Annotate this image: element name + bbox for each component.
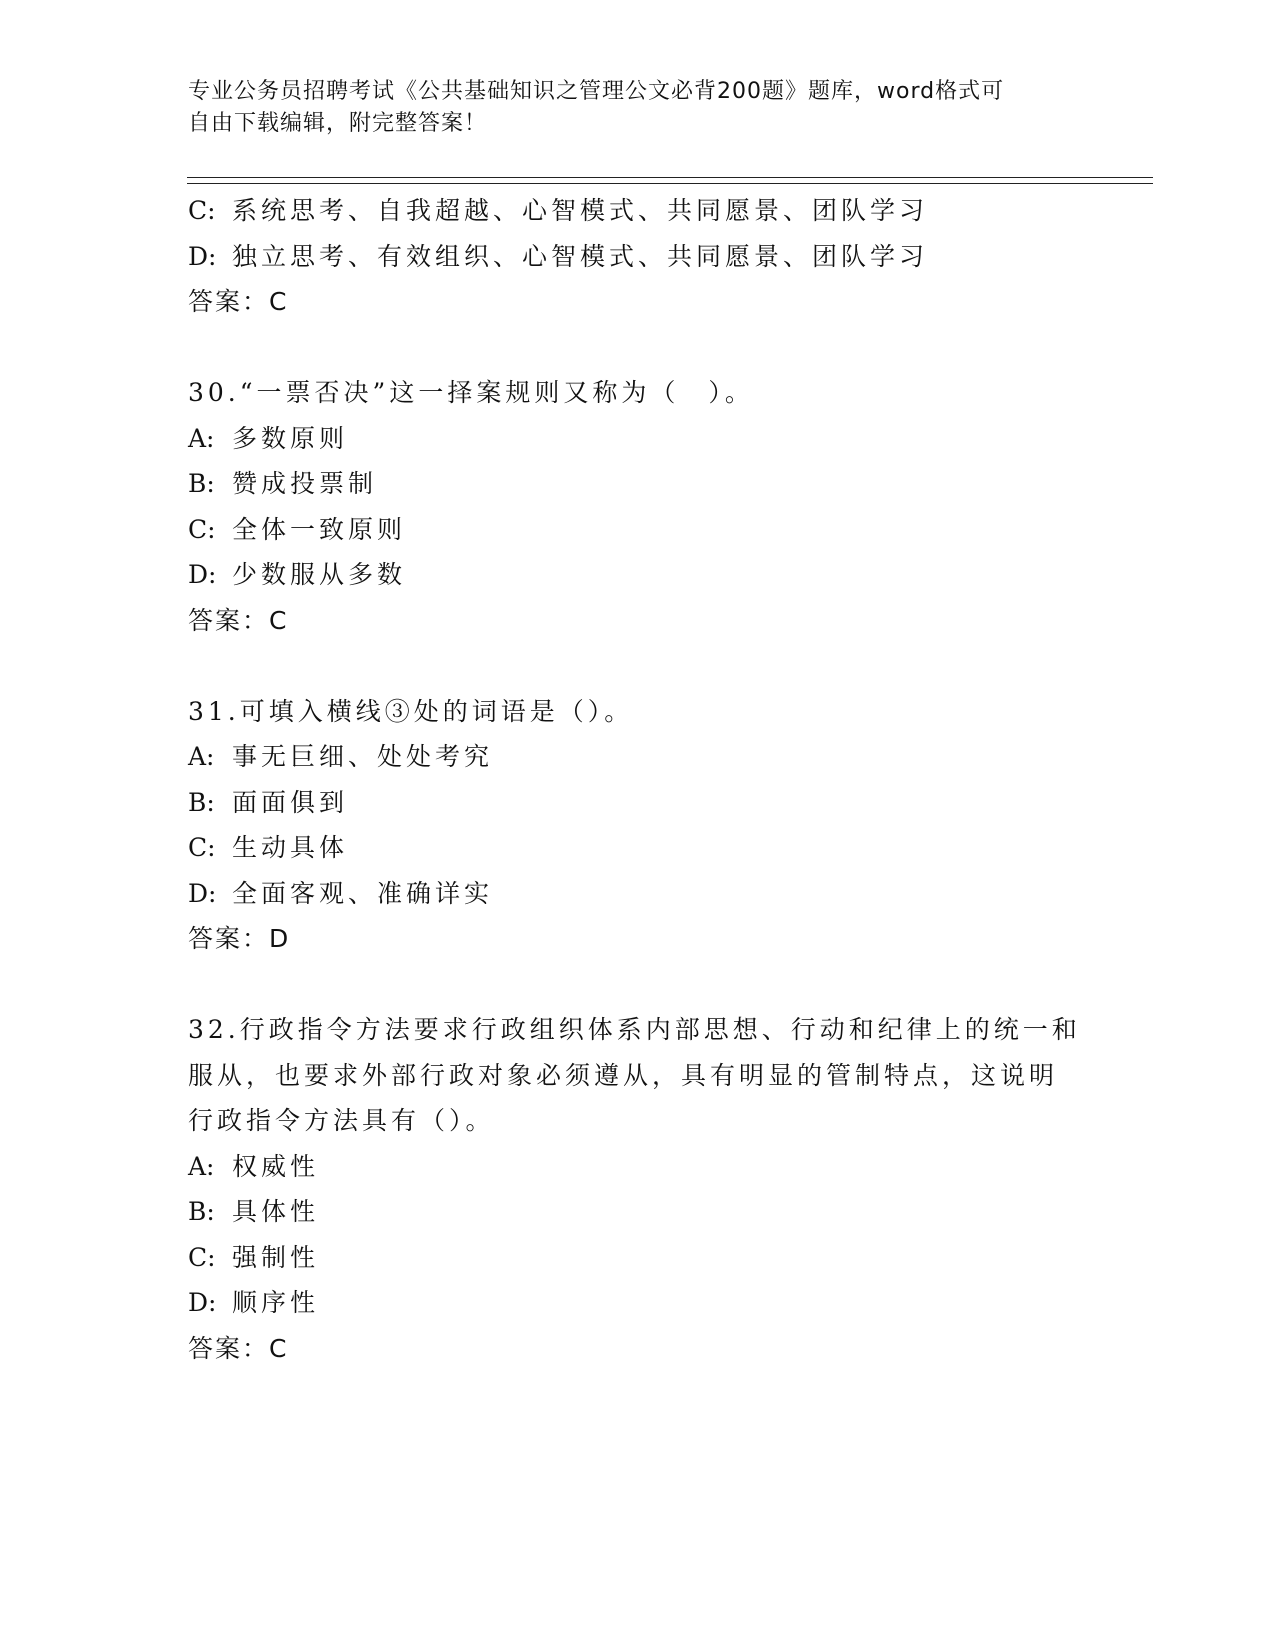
- option-a: [188, 416, 1088, 462]
- question-32: [188, 1007, 1088, 1371]
- option-d: [188, 1280, 1088, 1326]
- option-letter: A:: [188, 1151, 215, 1181]
- option-b: [188, 1189, 1088, 1235]
- answer-line: 答案：C: [188, 605, 289, 635]
- spacer: [188, 325, 1088, 371]
- answer-line: 答案：C: [188, 1333, 289, 1363]
- option-letter: A:: [188, 742, 215, 771]
- option-d: [188, 871, 1088, 917]
- question-stem: 30.“一票否决”这一择案规则又称为（ ）。: [188, 378, 754, 407]
- document-header: [188, 76, 1068, 140]
- option-text: 多数原则: [232, 423, 349, 453]
- option-b: [188, 461, 1088, 507]
- option-text: 赞成投票制: [232, 469, 378, 498]
- spacer: [188, 643, 1088, 689]
- answer-line: 答案：C: [188, 287, 289, 316]
- option-c: [188, 188, 1088, 234]
- question-list: [188, 188, 1088, 1371]
- header-divider-top: [187, 177, 1153, 178]
- header-line-1: 专业公务员招聘考试《公共基础知识之管理公文必背200题》题库，word格式可: [188, 79, 1005, 104]
- option-text: 少数服从多数: [232, 560, 407, 589]
- header-line-2: 自由下载编辑，附完整答案！: [188, 111, 488, 136]
- option-letter: D:: [188, 878, 217, 908]
- option-letter: C:: [188, 1242, 216, 1272]
- option-letter: D:: [188, 1288, 217, 1317]
- option-text: 面面俱到: [232, 787, 349, 817]
- option-c: [188, 825, 1088, 871]
- spacer: [188, 962, 1088, 1008]
- option-text: 顺序性: [232, 1288, 320, 1317]
- option-letter: B:: [188, 1197, 215, 1226]
- option-text: 事无巨细、处处考究: [232, 742, 494, 771]
- question-stem-line-1: 32.行政指令方法要求行政组织体系内部思想、行动和纪律上的统一和: [188, 1015, 1081, 1044]
- option-text: 独立思考、有效组织、心智模式、共同愿景、团队学习: [232, 241, 929, 271]
- option-d: [188, 552, 1088, 598]
- header-divider-bottom: [187, 183, 1153, 184]
- option-letter: C:: [188, 196, 216, 225]
- question-29-continued: [188, 188, 1088, 325]
- option-a: [188, 1144, 1088, 1190]
- option-letter: B:: [188, 469, 215, 498]
- question-stem: 31.可填入横线③处的词语是（）。: [188, 696, 634, 726]
- option-text: 具体性: [232, 1197, 320, 1226]
- question-30: [188, 370, 1088, 643]
- option-text: 系统思考、自我超越、心智模式、共同愿景、团队学习: [232, 196, 929, 225]
- option-text: 生动具体: [232, 833, 349, 862]
- option-text: 全体一致原则: [232, 514, 407, 544]
- option-d: [188, 234, 1088, 280]
- answer-line: 答案：D: [188, 924, 291, 953]
- option-letter: A:: [188, 423, 215, 453]
- option-letter: D:: [188, 241, 217, 271]
- question-stem-line-2: 服从，也要求外部行政对象必须遵从，具有明显的管制特点，这说明: [188, 1060, 1059, 1090]
- option-letter: C:: [188, 514, 216, 544]
- option-text: 强制性: [232, 1242, 320, 1272]
- option-text: 全面客观、准确详实: [232, 878, 494, 908]
- question-stem-line-3: 行政指令方法具有（）。: [188, 1106, 495, 1135]
- question-31: [188, 689, 1088, 962]
- option-letter: C:: [188, 833, 216, 862]
- option-c: [188, 507, 1088, 553]
- option-letter: D:: [188, 560, 217, 589]
- option-a: [188, 734, 1088, 780]
- option-letter: B:: [188, 787, 215, 817]
- option-c: [188, 1235, 1088, 1281]
- option-b: [188, 780, 1088, 826]
- option-text: 权威性: [232, 1151, 320, 1181]
